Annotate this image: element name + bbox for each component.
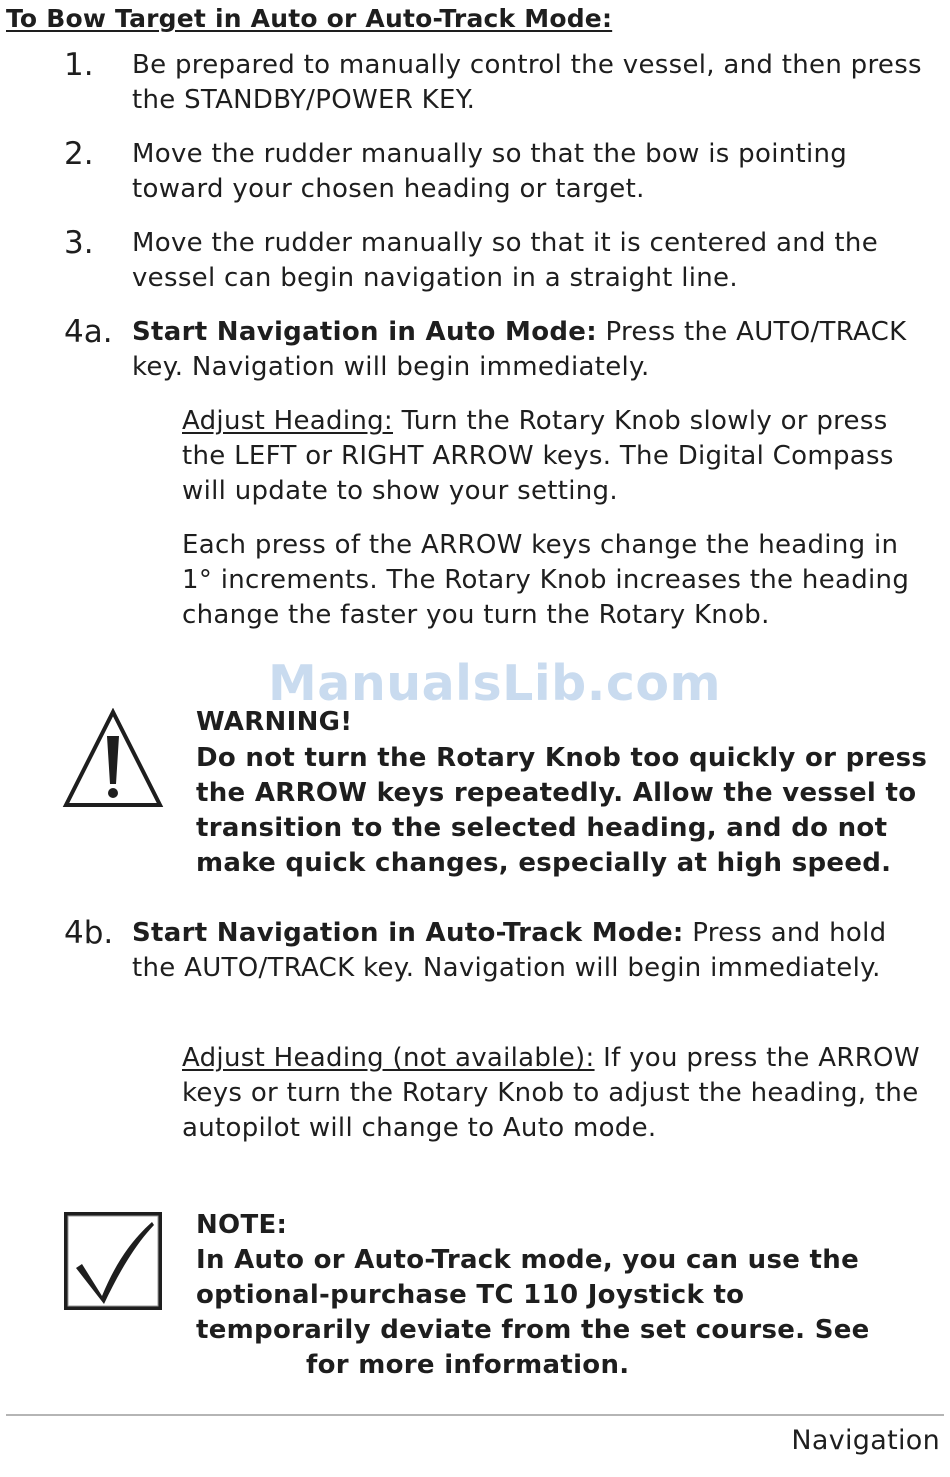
step-4a-body: Press the AUTO/TRACK key. Navigation will begin immediately. <box>132 317 907 382</box>
watermark: ManualsLib.com <box>268 655 722 712</box>
warning-triangle-icon <box>62 708 164 810</box>
footer-divider <box>6 1414 944 1416</box>
step-3-text: Move the rudder manually so that it is centered and the vessel can begin navigation in a straight line. <box>132 228 878 293</box>
adjust-heading-auto-track <box>182 1041 922 1146</box>
adjust-heading-na-label: Adjust Heading (not available): <box>182 1043 595 1073</box>
warning-title: WARNING! <box>196 707 353 737</box>
adjust-heading-text: Turn the Rotary Knob slowly or press the LEFT or RIGHT ARROW keys. The Digital Compass will update to show your setting. <box>182 406 894 506</box>
step-1-text: Be prepared to manually control the vessel, and then press the STANDBY/POWER KEY. <box>132 50 922 115</box>
step-4b-text <box>132 916 932 986</box>
step-4a-number: 4a. <box>64 314 113 350</box>
footer-section-label: Navigation <box>791 1425 940 1456</box>
step-1-number: 1. <box>64 47 94 83</box>
adjust-heading-na-text: If you press the ARROW keys or turn the Rotary Knob to adjust the heading, the autopilot will change to Auto mode. <box>182 1043 920 1143</box>
step-4b-title: Start Navigation in Auto-Track Mode: <box>132 918 684 948</box>
step-4b-number: 4b. <box>64 915 114 951</box>
note-title: NOTE: <box>196 1210 288 1240</box>
step-4a-text <box>132 315 932 385</box>
step-4a-title: Start Navigation in Auto Mode: <box>132 317 597 347</box>
note-text-before: In Auto or Auto-Track mode, you can use the optional-purchase TC 110 Joystick to temporarily deviate from the set course. See <box>196 1245 870 1345</box>
note-text <box>196 1243 926 1383</box>
step-3-number: 3. <box>64 225 94 261</box>
note-text-after: for more information. <box>306 1350 630 1380</box>
checkmark-box-icon <box>64 1212 162 1310</box>
adjust-heading-auto <box>182 404 922 509</box>
step-4b-body: Press and hold the AUTO/TRACK key. Navigation will begin immediately. <box>132 918 887 983</box>
step-2-number: 2. <box>64 136 94 172</box>
section-heading: To Bow Target in Auto or Auto-Track Mode: <box>6 4 613 33</box>
warning-text: Do not turn the Rotary Knob too quickly or press the ARROW keys repeatedly. Allow the vessel to transition to the selected heading, and do not make quick changes, especially at high speed. <box>196 743 928 878</box>
arrow-keys-paragraph: Each press of the ARROW keys change the heading in 1° increments. The Rotary Knob increases the heading change the faster you turn the Rotary Knob. <box>182 530 910 630</box>
step-2-text: Move the rudder manually so that the bow is pointing toward your chosen heading or target. <box>132 139 848 204</box>
adjust-heading-label: Adjust Heading: <box>182 406 393 436</box>
